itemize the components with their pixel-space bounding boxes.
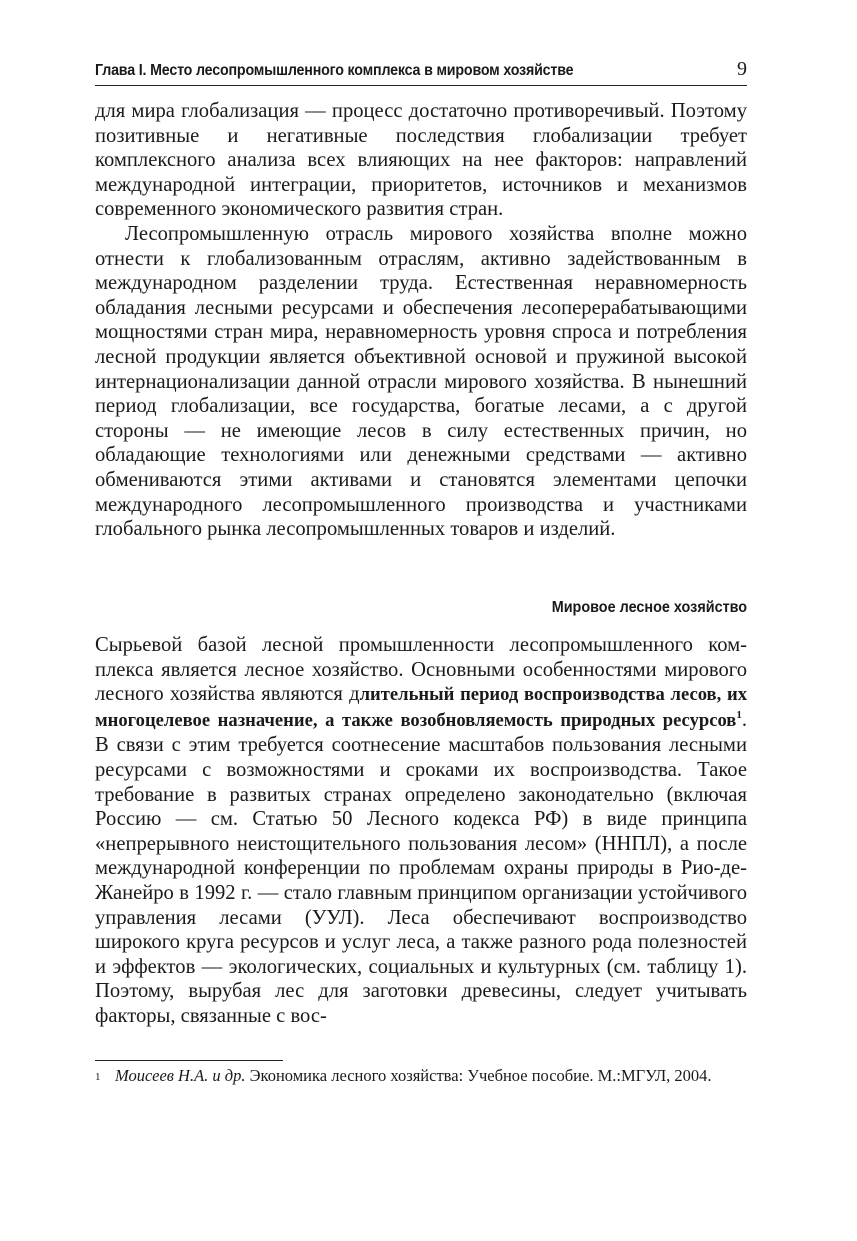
footnote-authors: Моисеев Н.А. и др. [115, 1066, 246, 1085]
footnote-divider [95, 1060, 283, 1061]
paragraph-2: Лесопромышленную отрасль мирового хозяйства вполне можно отнести к глобализованным отраслям, активно задействованным в международном разделении труда. Естественная неравномерность обладания лесными ресурсами и обеспечения лесоперерабатывающими мощностями стран мира, неравномерность уровня спроса и потребления лесной продукции является объективной основой и пружиной высокой интернационализации данной отрасли мирового хозяйства. В нынешний период глобализации, все государства, богатые лесами, а с другой стороны — не имеющие лесов в силу естественных причин, но обладающие технологиями или денежными средствами — активно обмениваются этими активами и становятся элементами цепочки международного лесопромышленного производства и участниками глобального рынка лесопромышленных товаров и изделий. [95, 222, 747, 541]
emphasized-text: лительный период воспроизводства лесов, их многоцелевое назначение, а также возобновляемость природных ресурсов [95, 684, 747, 731]
paragraph-1: для мира глобализация — процесс достаточно противоречивый. Поэтому позитивные и негативные последствия глобализации требует комплексного анализа всех влияющих на нее факторов: направлений международной интеграции, приоритетов, источников и механизмов современного экономического развития стран. [95, 100, 747, 221]
footnote-text: Экономика лесного хозяйства: Учебное пособие. М.:МГУЛ, 2004. [245, 1066, 712, 1085]
footnote-mark: 1 [95, 1071, 101, 1083]
footnote-body [115, 1066, 747, 1087]
body-text-section [95, 633, 747, 1029]
chapter-title: Глава I. Место лесопромышленного комплекса в мировом хозяйстве [95, 62, 574, 79]
section-heading-text: Мировое лесное хозяйство [551, 599, 747, 616]
body-text-top [95, 99, 747, 542]
section-heading [95, 599, 747, 617]
running-header [95, 58, 747, 86]
footnote-reference[interactable]: 1 [736, 708, 742, 721]
paragraph-3-end: . В связи с этим требуется соотнесение масштабов пользования лесными ресурсами с возможностями и сроками их воспроизводства. Такое требование в развитых странах определено законодательно (включая Россию — см. Статью 50 Лесного кодекса РФ) в виде принципа «непрерывного неистощительного пользования лесом» (ННПЛ), а после международной конференции по проблемам охраны природы в Рио-де-Жанейро в 1992 г. — стало главным принципом организации устойчивого управления лесами (УУЛ). Леса обеспечивают воспроизводство широкого круга ресурсов и услуг леса, а также разного рода полезностей и эффектов — экологических, социальных и культурных (см. таблицу 1). Поэтому, вырубая лес для заготовки древесины, следует учитывать факторы, связанные с вос- [95, 708, 747, 1027]
footnote [95, 1066, 747, 1087]
page-number: 9 [737, 58, 747, 80]
paragraph-3-start: Сырьевой базой лесной промышленности лесопромышленного комплекса является лесное хозяйство. Основными особенностями мирового лесного хозяйства являются д [95, 634, 747, 706]
paragraph-3 [95, 633, 747, 1029]
